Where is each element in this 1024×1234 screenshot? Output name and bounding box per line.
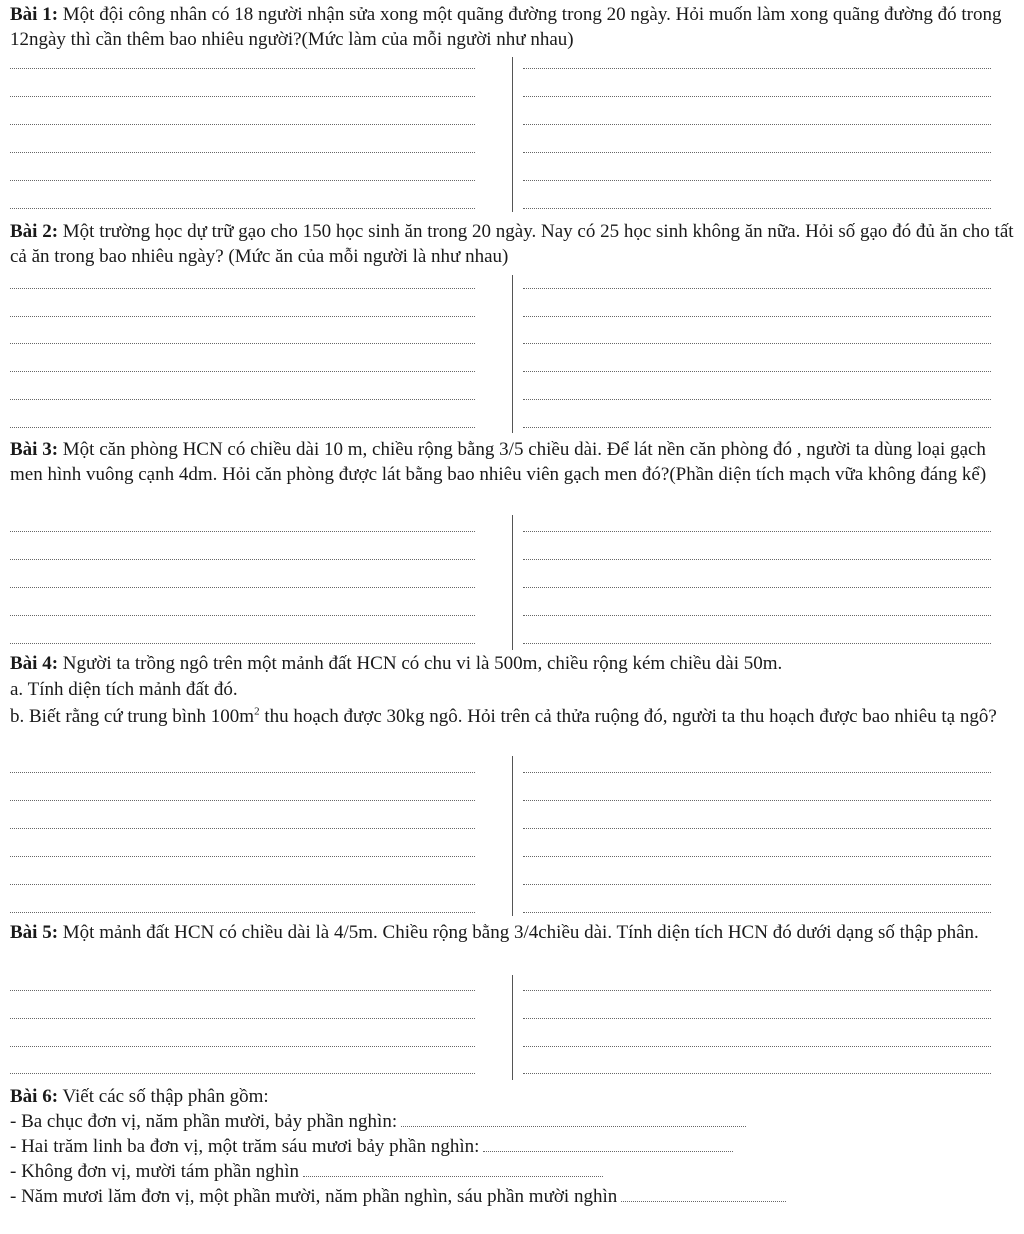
problem-2-text: Một trường học dự trữ gạo cho 150 học sinh ăn trong 20 ngày. Nay có 25 học sinh không ăn nữa. Hỏi số gạo đó đủ ăn cho tất cả ăn trong bao nhiêu ngày? (Mức ăn của mỗi người là như nhau) bbox=[10, 221, 1014, 267]
answer-divider bbox=[512, 275, 513, 433]
problem-6-item bbox=[10, 1109, 1014, 1134]
problem-4-part-b-sup: 2 bbox=[254, 705, 260, 718]
problem-6-label: Bài 6: bbox=[10, 1086, 59, 1107]
answer-divider bbox=[512, 756, 513, 916]
problem-4 bbox=[10, 651, 1014, 676]
problem-4-part-b-post: thu hoạch được 30kg ngô. Hỏi trên cả thửa ruộng đó, người ta thu hoạch được bao nhiêu tạ ngô? bbox=[259, 706, 997, 727]
problem-6-item bbox=[10, 1159, 1014, 1184]
problem-6-item-text: - Năm mươi lăm đơn vị, một phần mười, năm phần nghìn, sáu phần mười nghìn bbox=[10, 1186, 618, 1207]
problem-1-text: Một đội công nhân có 18 người nhận sửa xong một quãng đường trong 20 ngày. Hỏi muốn làm xong quãng đường đó trong 12ngày thì cần thêm bao nhiêu người?(Mức làm của mỗi người như nhau) bbox=[10, 4, 1002, 50]
problem-4-text: Người ta trồng ngô trên một mảnh đất HCN có chu vi là 500m, chiều rộng kém chiều dài 50m. bbox=[58, 653, 783, 674]
problem-6-item-text: - Ba chục đơn vị, năm phần mười, bảy phần nghìn: bbox=[10, 1111, 398, 1132]
problem-3-label: Bài 3: bbox=[10, 439, 59, 460]
answer-divider bbox=[512, 57, 513, 212]
problem-4-part-a bbox=[10, 677, 1014, 702]
problem-6-item-text: - Không đơn vị, mười tám phần nghìn bbox=[10, 1161, 299, 1182]
answer-blank[interactable] bbox=[483, 1151, 733, 1152]
problem-4-label: Bài 4: bbox=[10, 653, 59, 674]
problem-1-label: Bài 1: bbox=[10, 4, 59, 25]
answer-divider bbox=[512, 515, 513, 650]
answer-divider bbox=[512, 975, 513, 1080]
problem-6-text: Viết các số thập phân gồm: bbox=[58, 1086, 269, 1107]
answer-blank[interactable] bbox=[621, 1201, 786, 1202]
problem-2 bbox=[10, 219, 1014, 269]
problem-4-part-b bbox=[10, 704, 1014, 729]
answer-blank[interactable] bbox=[303, 1176, 603, 1177]
problem-5-label: Bài 5: bbox=[10, 922, 59, 943]
problem-3-text: Một căn phòng HCN có chiều dài 10 m, chiều rộng bằng 3/5 chiều dài. Để lát nền căn phòng đó , người ta dùng loại gạch men hình vuông cạnh 4dm. Hỏi căn phòng được lát bằng bao nhiêu viên gạch men đó?(Phần diện tích mạch vữa không đáng kể) bbox=[10, 439, 987, 485]
problem-4-part-a-text: a. Tính diện tích mảnh đất đó. bbox=[10, 679, 238, 700]
problem-4-part-b-unit: 100m bbox=[210, 706, 255, 727]
problem-6-item bbox=[10, 1134, 1014, 1159]
problem-1 bbox=[10, 2, 1014, 52]
problem-4-part-b-pre: b. Biết rằng cứ trung bình bbox=[10, 706, 211, 727]
problem-6 bbox=[10, 1084, 1014, 1109]
problem-5 bbox=[10, 920, 1014, 945]
problem-6-item-text: - Hai trăm linh ba đơn vị, một trăm sáu mươi bảy phần nghìn: bbox=[10, 1136, 480, 1157]
problem-5-text: Một mảnh đất HCN có chiều dài là 4/5m. Chiều rộng bằng 3/4chiều dài. Tính diện tích HCN đó dưới dạng số thập phân. bbox=[58, 922, 979, 943]
problem-6-item bbox=[10, 1184, 1014, 1209]
answer-blank[interactable] bbox=[401, 1126, 746, 1127]
problem-2-label: Bài 2: bbox=[10, 221, 59, 242]
problem-3 bbox=[10, 437, 1014, 487]
